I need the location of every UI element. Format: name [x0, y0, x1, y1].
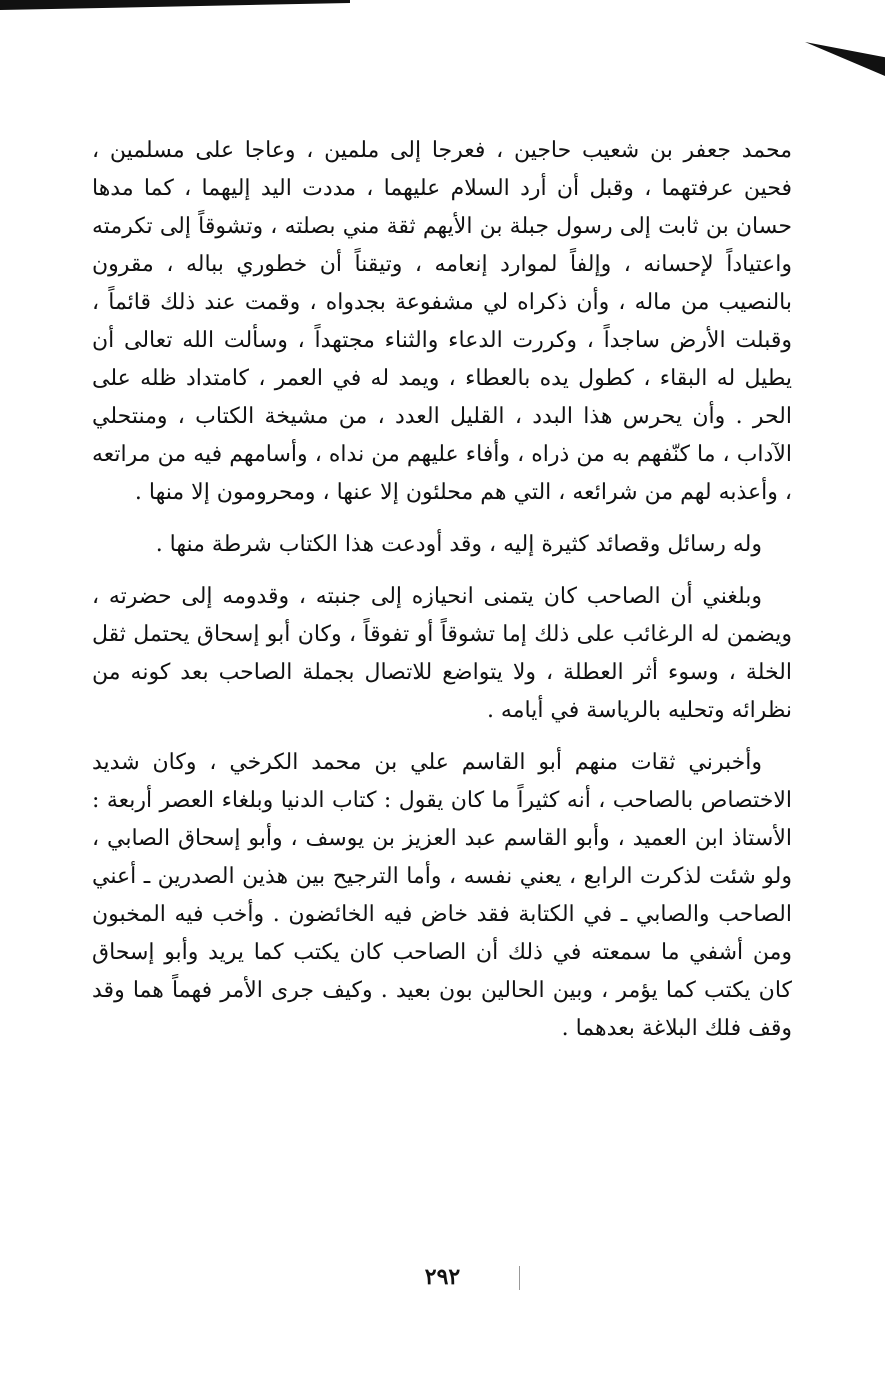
paragraph-3: وبلغني أن الصاحب كان يتمنى انحيازه إلى جنبته ، وقدومه إلى حضرته ، ويضمن له الرغائب على ذلك إما تشوقاً أو تفوقاً ، وكان أبو إسحاق يحتمل ثقل الخلة ، وسوء أثر العطلة ، ولا يتواضع للاتصال بجملة الصاحب بعد كونه من نظرائه وتحليه بالرياسة في أيامه .: [92, 584, 792, 723]
page-number: ٢٩٢: [424, 1264, 461, 1290]
paragraph-1: محمد جعفر بن شعيب حاجين ، فعرجا إلى ملمين ، وعاجا على مسلمين ، فحين عرفتهما ، وقبل أن أرد السلام عليهما ، مددت اليد إليهما ، كما مدها حسان بن ثابت إلى رسول جبلة بن الأيهم ثقة مني بصلته ، وتشوقاً إلى تكرمته واعتياداً لإحسانه ، وإلفاً لموارد إنعامه ، وتيقناً أن خطوري بباله ، مقرون بالنصيب من ماله ، وأن ذكراه لي مشفوعة بجدواه ، وقمت عند ذلك قائماً ، وقبلت الأرض ساجداً ، وكررت الدعاء والثناء مجتهداً ، وسألت الله تعالى أن يطيل له البقاء ، كطول يده بالعطاء ، ويمد له في العمر ، كامتداد ظله على الحر . وأن يحرس هذا البدد ، القليل العدد ، من مشيخة الكتاب ، ومنتحلي الآداب ، ما كنّفهم به من ذراه ، وأفاء عليهم من نداه ، وأسامهم فيه من مراتعه ، وأعذبه لهم من شرائعه ، التي هم محلئون إلا عنها ، ومحرومون إلا منها .: [92, 138, 792, 505]
page-body-text: [92, 132, 792, 1048]
paragraph-2: وله رسائل وقصائد كثيرة إليه ، وقد أودعت هذا الكتاب شرطة منها .: [155, 532, 762, 557]
scan-edge-mark-top: [0, 0, 350, 10]
scan-gutter-line: [519, 1266, 520, 1290]
scan-edge-mark-right: [805, 42, 885, 76]
paragraph-4: وأخبرني ثقات منهم أبو القاسم علي بن محمد الكرخي ، وكان شديد الاختصاص بالصاحب ، أنه كثيراً ما كان يقول : كتاب الدنيا وبلغاء العصر أربعة : الأستاذ ابن العميد ، وأبو القاسم عبد العزيز بن يوسف ، وأبو إسحاق الصابي ، ولو شئت لذكرت الرابع ، يعني نفسه ، وأما الترجيح بين هذين الصدرين ـ أعني الصاحب والصابي ـ في الكتابة فقد خاض فيه الخائضون . وأخب فيه المخبون ومن أشفي ما سمعته في ذلك أن الصاحب كان يكتب كما يريد وأبو إسحاق كان يكتب كما يؤمر ، وبين الحالين بون بعيد . وكيف جرى الأمر فهماً هما وقد وقف فلك البلاغة بعدهما .: [92, 750, 792, 1041]
